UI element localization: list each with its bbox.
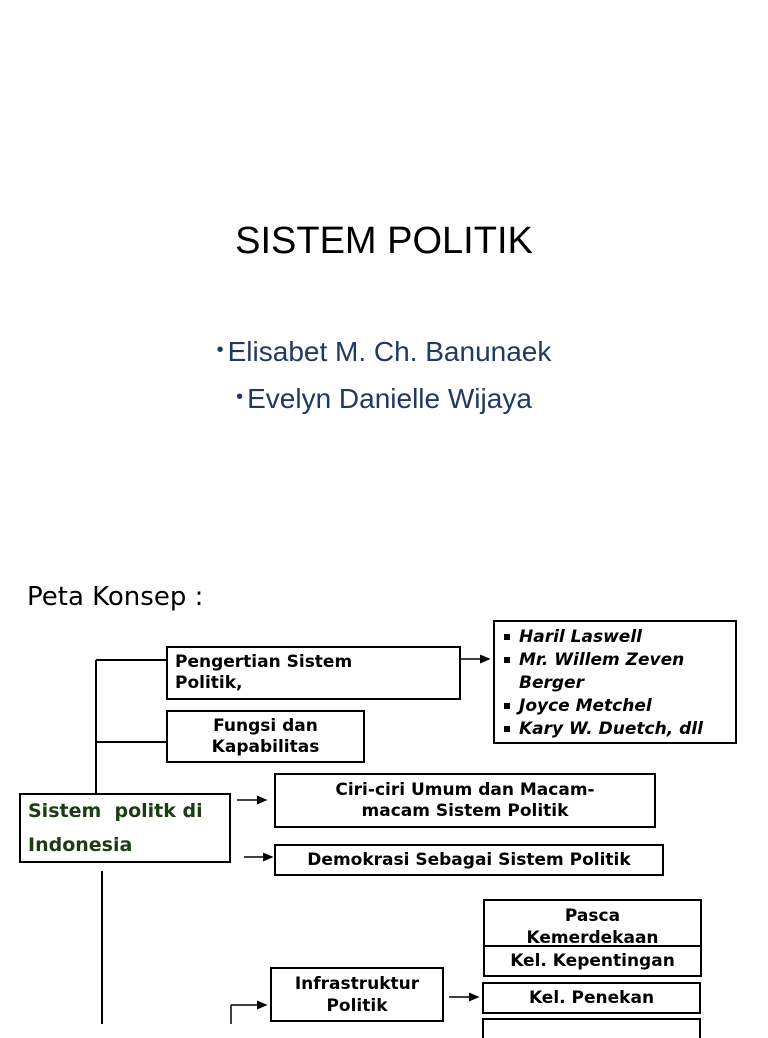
node-label-line: Pasca	[564, 906, 621, 926]
slide-title: SISTEM POLITIK	[235, 220, 533, 262]
node-label-line: Kapabilitas	[211, 736, 320, 757]
node-label-line: Politik	[326, 995, 388, 1016]
node-label: Kel. Kepentingan	[510, 951, 675, 971]
node-label-line: Kemerdekaan	[526, 928, 659, 947]
node-label-line: Ciri-ciri Umum dan Macam-	[335, 779, 595, 800]
node-next-partial	[482, 1018, 701, 1038]
node-pengertian	[166, 646, 461, 700]
figure-continuation-text: Berger	[519, 673, 584, 693]
node-label-line: Indonesia	[28, 834, 133, 856]
node-fungsi	[166, 710, 365, 763]
node-label-line: Pengertian Sistem	[175, 652, 353, 672]
node-infrastruktur	[270, 967, 444, 1022]
node-label-line: Fungsi dan	[213, 715, 318, 736]
figure-item: Joyce Metchel	[501, 695, 729, 718]
node-pasca	[483, 899, 702, 947]
node-label-line: Politik,	[175, 673, 243, 693]
node-label: Kel. Penekan	[528, 988, 655, 1008]
node-demokrasi	[274, 844, 664, 876]
bullet-icon: •	[236, 386, 244, 408]
node-label-line: macam Sistem Politik	[361, 800, 569, 821]
figure-item: Haril Laswell	[501, 626, 729, 649]
figure-item: Mr. Willem Zeven	[501, 649, 729, 672]
node-kepentingan	[483, 945, 702, 977]
concept-map-title: Peta Konsep :	[27, 582, 204, 612]
bullet-icon: •	[216, 339, 224, 361]
node-label-line: Infrastruktur	[294, 973, 420, 994]
node-root	[19, 793, 231, 863]
figure-item: Kary W. Duetch, dll	[501, 718, 729, 741]
node-penekan	[482, 982, 701, 1014]
node-label: Demokrasi Sebagai Sistem Politik	[307, 850, 631, 870]
node-label-line: Sistem politk di	[28, 800, 203, 822]
author-name: Elisabet M. Ch. Banunaek	[227, 336, 552, 367]
node-ciri	[274, 773, 656, 828]
author-name: Evelyn Danielle Wijaya	[247, 383, 532, 414]
figure-item-continuation	[501, 672, 729, 695]
node-figures-list	[493, 620, 737, 744]
